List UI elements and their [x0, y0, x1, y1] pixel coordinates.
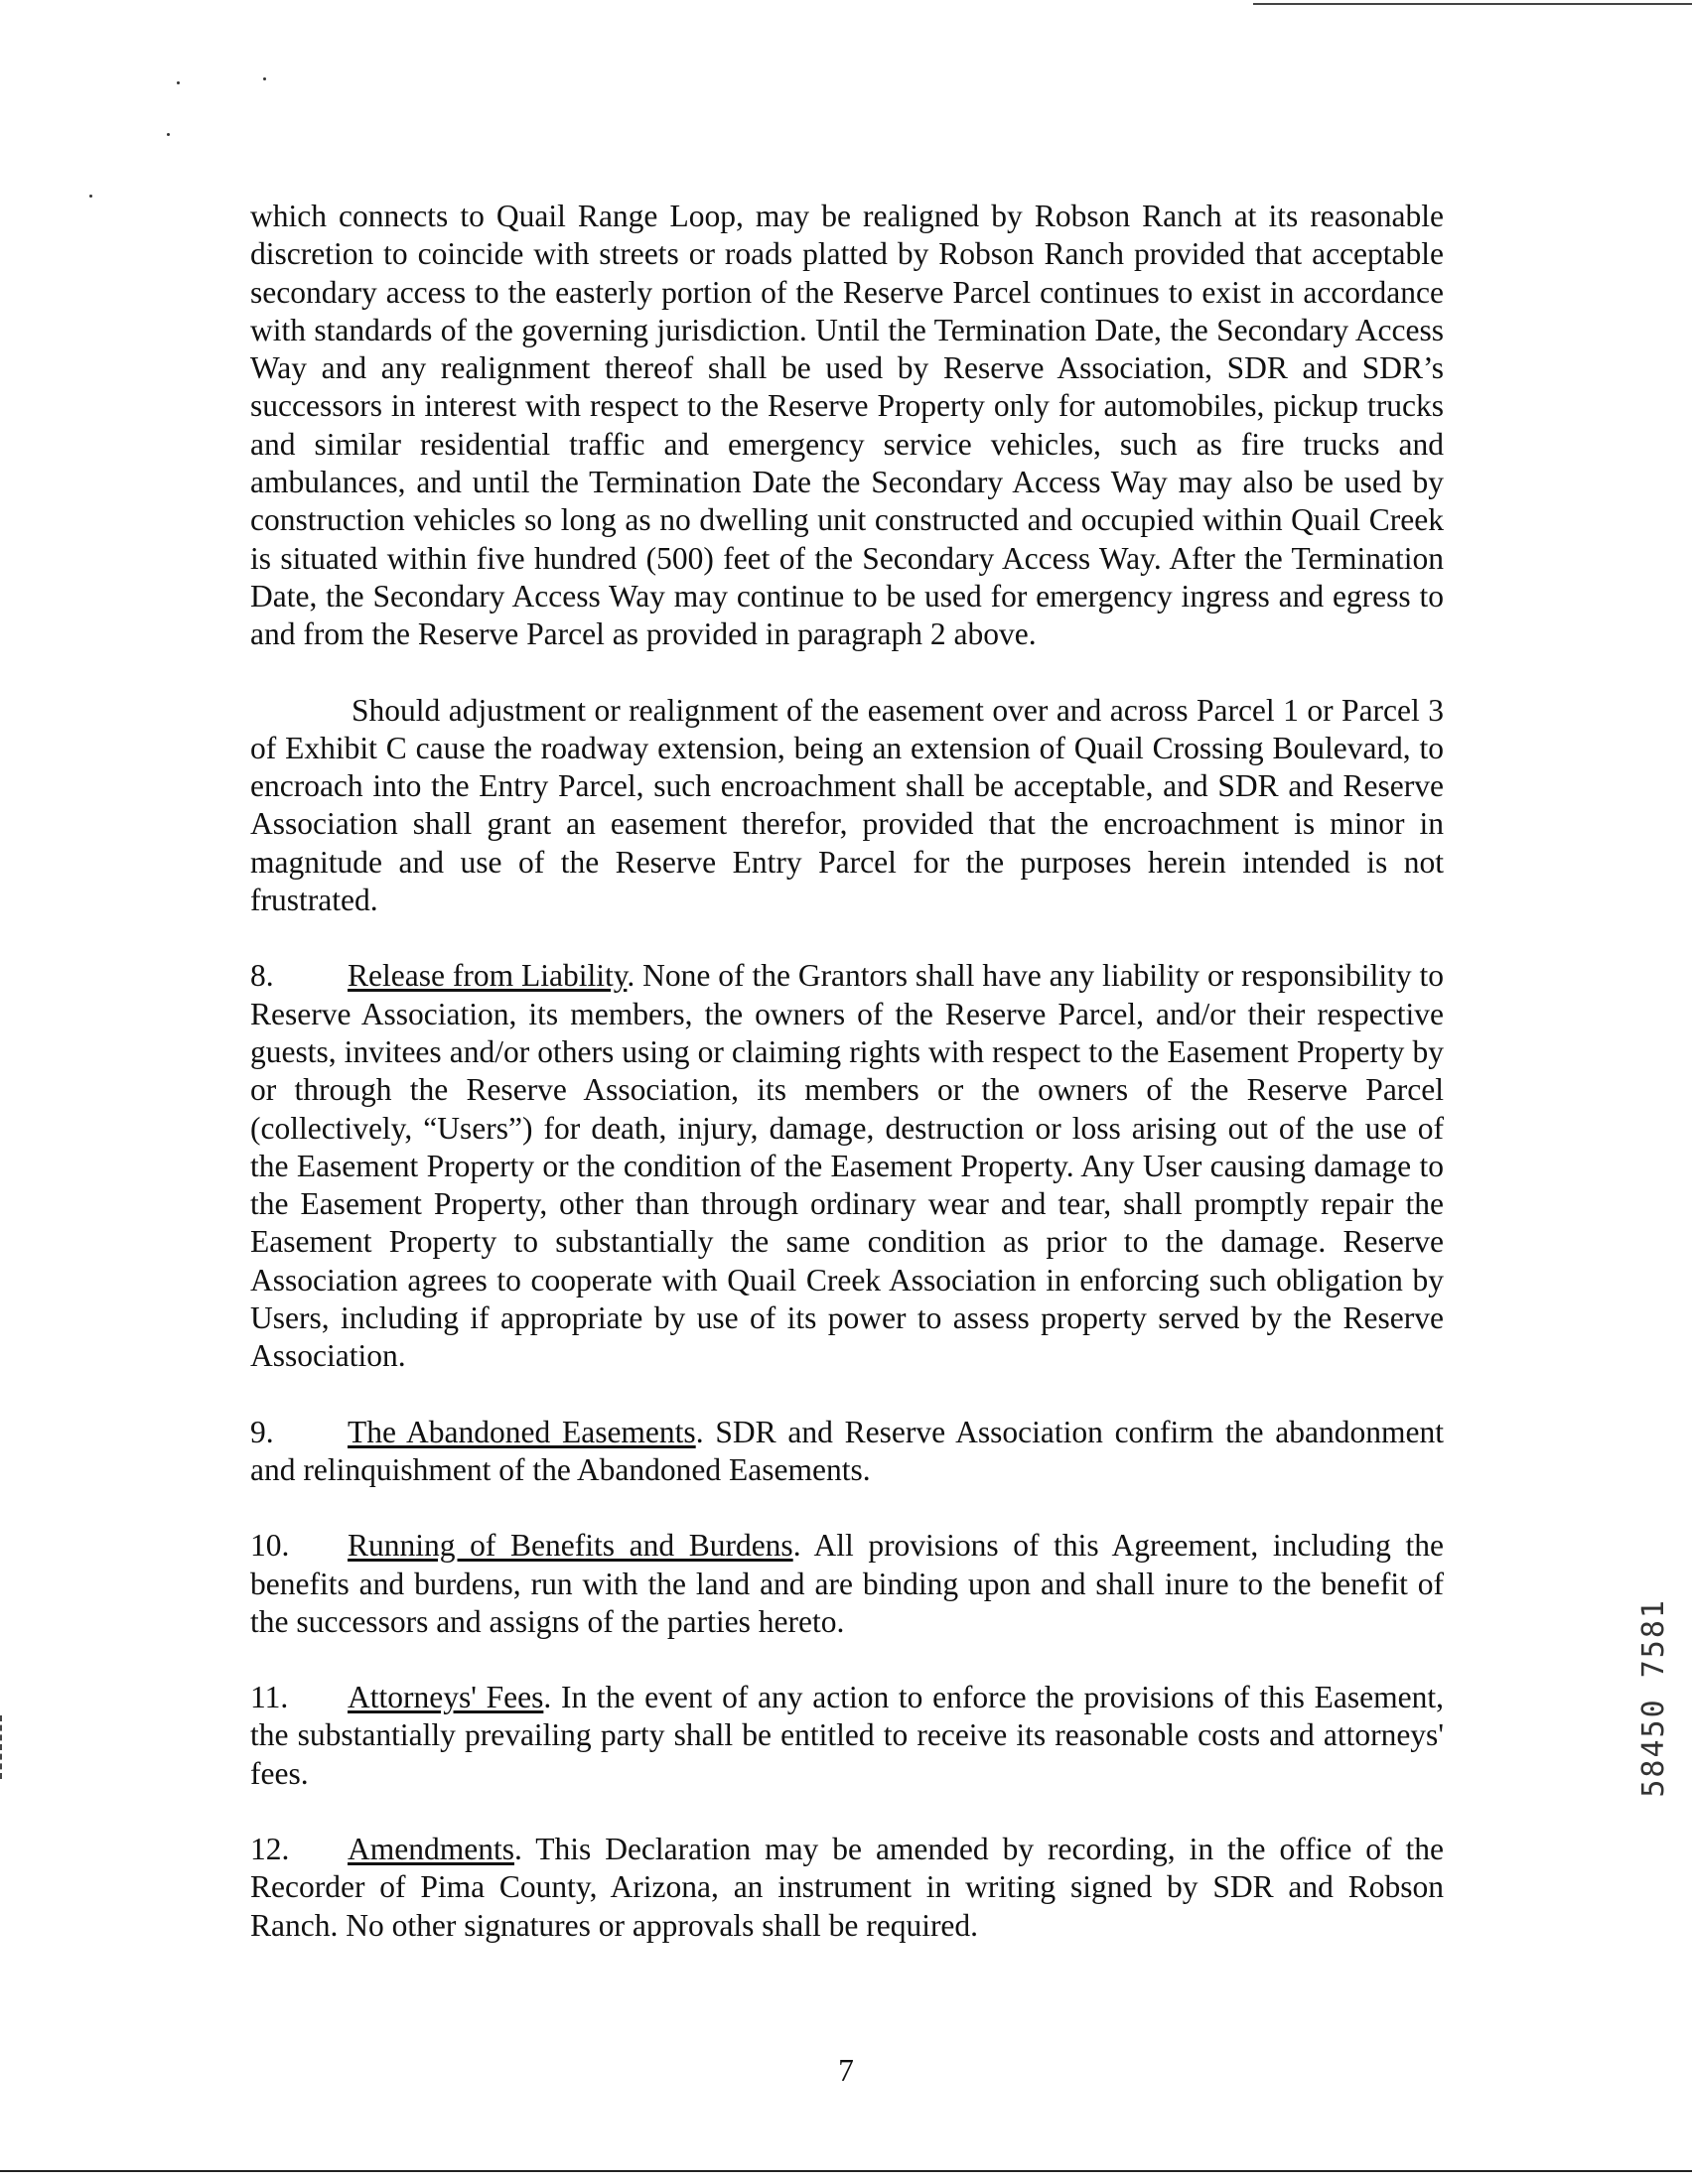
paragraph-continuation: which connects to Quail Range Loop, may be realigned by Robson Ranch at its reasonable discretion to coincide with streets or roads platted by Robson Ranch provided that acceptable secondary access to the easterly portion of the Reserve Parcel continues to exist in accordance with standards of the governing jurisdiction. Until the Termination Date, the Secondary Access Way and any realignment thereof shall be used by Reserve Association, SDR and SDR’s successors in interest with respect to the Reserve Property only for automobiles, pickup trucks and similar residential traffic and emergency service vehicles, such as fire trucks and ambulances, and until the Termination Date the Secondary Access Way may also be used by construction vehicles so long as no dwelling unit constructed and occupied within Quail Creek is situated within five hundred (500) feet of the Secondary Access Way. After the Termination Date, the Secondary Access Way may continue to be used for emergency ingress and egress to and from the Reserve Parcel as provided in paragraph 2 above.: [250, 199, 1444, 652]
section-body: . In the event of any action to enforce the provisions of this Easement, the substantially prevailing party shall be entitled to receive its reasonable costs and attorneys' fees.: [250, 1680, 1444, 1791]
section-8: [250, 957, 1444, 1375]
section-number: 10.: [250, 1528, 290, 1564]
recording-stamp: 58450 7581: [1636, 1598, 1671, 1798]
page-number: 7: [838, 2053, 854, 2088]
paragraph-realignment: Should adjustment or realignment of the easement over and across Parcel 1 or Parcel 3 of Exhibit C cause the roadway extension, being an extension of Quail Crossing Boulevard, to encroach into the Entry Parcel, such encroachment shall be acceptable, and SDR and Reserve Association shall grant an easement therefor, provided that the encroachment is minor in magnitude and use of the Reserve Entry Parcel for the purposes herein intended is not frustrated.: [250, 692, 1444, 918]
scan-speck: [167, 133, 170, 136]
section-body: . All provisions of this Agreement, including the benefits and burdens, run with the land and are binding upon and shall inure to the benefit of the successors and assigns of the parties hereto.: [250, 1528, 1444, 1639]
scan-speck: [89, 195, 92, 198]
section-number: 9.: [250, 1414, 274, 1449]
section-9: [250, 1414, 1444, 1490]
section-heading: Running of Benefits and Burdens: [348, 1528, 793, 1564]
section-number: 11.: [250, 1680, 289, 1715]
section-heading: Amendments: [348, 1831, 514, 1866]
section-body: . SDR and Reserve Association confirm the abandonment and relinquishment of the Abandoned Easements.: [250, 1414, 1444, 1487]
document-body: [250, 198, 1444, 1982]
section-number: 8.: [250, 958, 274, 994]
section-10: [250, 1527, 1444, 1641]
scan-speck: [263, 77, 266, 80]
scan-speck: [177, 81, 180, 84]
section-heading: Attorneys' Fees: [348, 1680, 544, 1715]
section-number: 12.: [250, 1831, 290, 1866]
scan-bottom-edge-line: [0, 2170, 1692, 2172]
scan-left-edge-mark: [0, 1715, 5, 1779]
section-body: . This Declaration may be amended by recording, in the office of the Recorder of Pima County, Arizona, an instrument in writing signed by SDR and Robson Ranch. No other signatures or approvals shall be required.: [250, 1831, 1444, 1943]
section-11: [250, 1679, 1444, 1793]
section-12: [250, 1831, 1444, 1945]
scan-top-edge-line: [1253, 3, 1692, 5]
section-heading: The Abandoned Easements: [348, 1414, 696, 1449]
section-body: . None of the Grantors shall have any liability or responsibility to Reserve Association, its members, the owners of the Reserve Parcel, and/or their respective guests, invitees and/or others using or claiming rights with respect to the Easement Property by or through the Reserve Association, its members or the owners of the Reserve Parcel (collectively, “Users”) for death, injury, damage, destruction or loss arising out of the use of the Easement Property or the condition of the Easement Property. Any User causing damage to the Easement Property, other than through ordinary wear and tear, shall promptly repair the Easement Property to substantially the same condition as prior to the damage. Reserve Association agrees to cooperate with Quail Creek Association in enforcing such obligation by Users, including if appropriate by use of its power to assess property served by the Reserve Association.: [250, 958, 1444, 1374]
section-heading: Release from Liability: [348, 958, 628, 994]
